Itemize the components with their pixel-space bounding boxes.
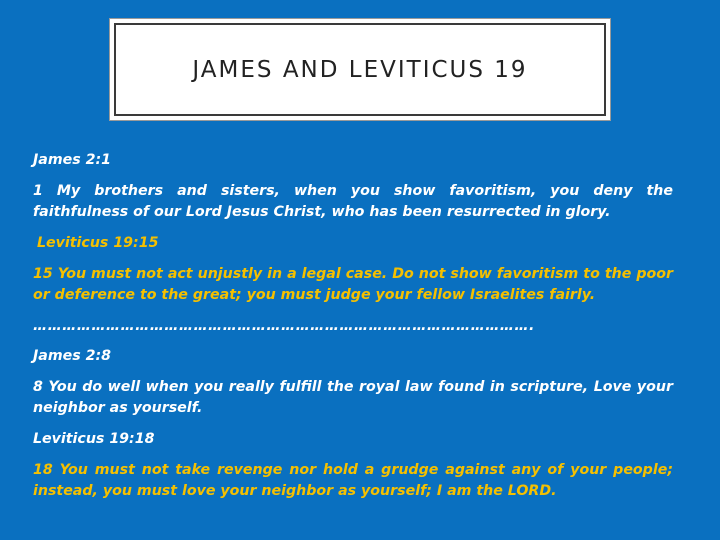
james-2-8-reference: James 2:8 (33, 348, 112, 364)
dotted-separator: …………………………………………………………………………………………. (33, 318, 535, 334)
title-box (114, 23, 606, 116)
slide-title: JAMES AND LEVITICUS 19 (192, 56, 528, 83)
leviticus-19-15-reference: Leviticus 19:15 (37, 235, 159, 251)
james-2-8-verse: 8 You do well when you really fulfill the royal law found in scripture, Love your neighbor as yourself. (33, 379, 673, 416)
james-2-1-reference: James 2:1 (33, 152, 112, 168)
leviticus-19-18-reference: Leviticus 19:18 (33, 431, 155, 447)
leviticus-19-18-verse: 18 You must not take revenge nor hold a grudge against any of your people; instead, you must love your neighbor as yourself; I am the LORD. (33, 462, 673, 499)
james-2-1-verse: 1 My brothers and sisters, when you show favoritism, you deny the faithfulness of our Lord Jesus Christ, who has been resurrected in glory. (33, 183, 673, 220)
leviticus-19-15-verse: 15 You must not act unjustly in a legal case. Do not show favoritism to the poor or deference to the great; you must judge your fellow Israelites fairly. (33, 266, 673, 303)
slide-content (33, 150, 673, 512)
